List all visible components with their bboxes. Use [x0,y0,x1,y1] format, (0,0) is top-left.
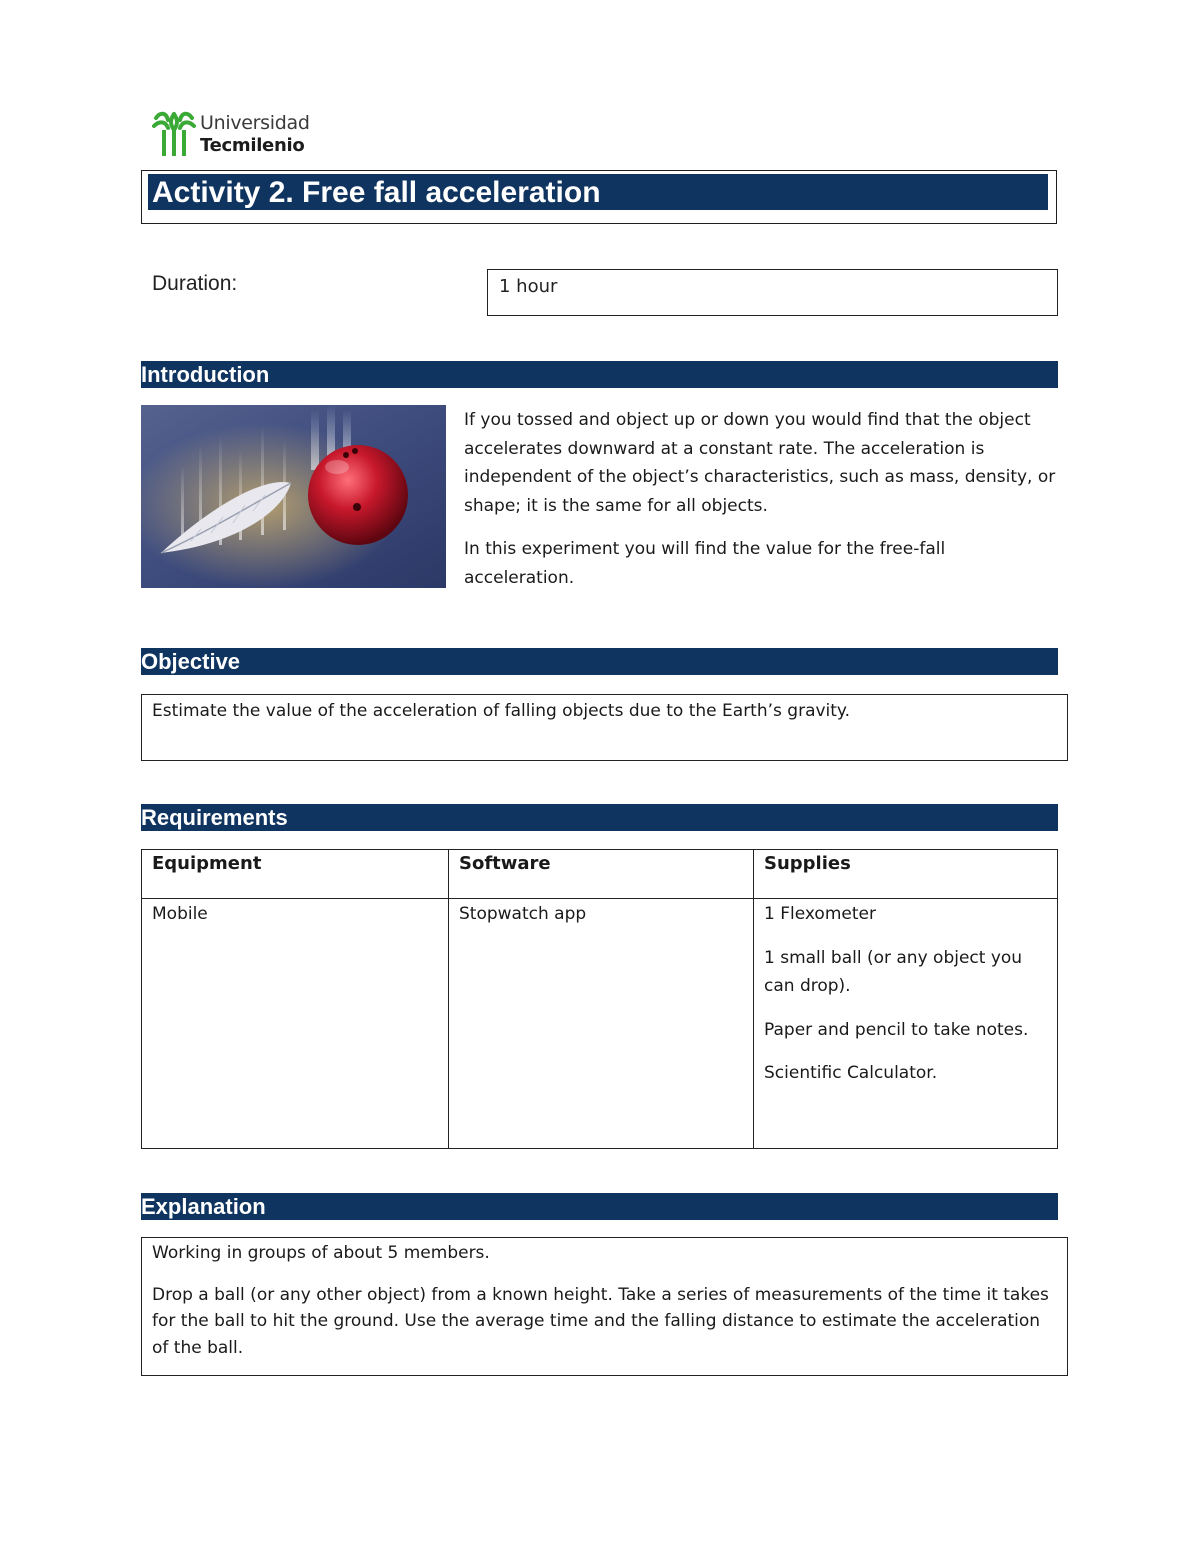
header-row-divider [142,898,1057,899]
objective-box [141,694,1068,761]
duration-field [487,269,1058,316]
column-header-supplies: Supplies [764,853,851,874]
supplies-item: 1 Flexometer [764,904,876,924]
objective-heading: Objective [141,649,241,674]
requirements-table [141,849,1058,1149]
supplies-item: 1 small ball (or any object you can drop). [764,947,1023,996]
page-title: Activity 2. Free fall acceleration [152,176,601,209]
duration-value: 1 hour [499,276,558,297]
explanation-box [141,1237,1068,1376]
requirements-heading: Requirements [141,805,288,830]
introduction-paragraph-2: In this experiment you will find the value for the free-fall acceleration. [464,539,946,588]
explanation-heading: Explanation [141,1194,266,1219]
explanation-text [152,1240,1052,1361]
objective-header [141,648,1058,675]
feather-and-ball-image [141,405,446,588]
logo-line1: Universidad [200,112,310,134]
university-logo [152,108,322,158]
supplies-cell [764,900,1049,1103]
introduction-paragraph-1: If you tossed and object up or down you would find that the object accelerates downward at a constant rate. The acceleration is independent of the object’s characteristics, such as mass, density, or shape; it is the same for all objects. [464,410,1056,516]
column-header-equipment: Equipment [152,853,262,874]
column-divider [753,850,754,1148]
introduction-header [141,361,1058,388]
equipment-item: Mobile [152,904,208,924]
tecmilenio-logo-icon [152,110,196,158]
introduction-heading: Introduction [141,362,270,387]
explanation-header [141,1193,1058,1220]
supplies-item: Scientific Calculator. [764,1063,938,1083]
column-divider [448,850,449,1148]
requirements-header [141,804,1058,831]
software-cell [459,900,744,944]
introduction-text [464,406,1056,592]
logo-line2: Tecmilenio [200,135,305,156]
column-header-software: Software [459,853,551,874]
equipment-cell [152,900,437,944]
title-box [141,170,1057,224]
title-bar [148,174,1048,210]
software-item: Stopwatch app [459,904,587,924]
supplies-item: Paper and pencil to take notes. [764,1019,1029,1040]
explanation-paragraph-2: Drop a ball (or any other object) from a known height. Take a series of measurements of the time it takes for the ball to hit the ground. Use the average time and the falling distance to estimate the acceleration of the ball. [152,1284,1049,1358]
explanation-paragraph-1: Working in groups of about 5 members. [152,1243,490,1263]
duration-label: Duration: [152,272,238,295]
objective-text: Estimate the value of the acceleration of falling objects due to the Earth’s gravity. [152,701,850,721]
